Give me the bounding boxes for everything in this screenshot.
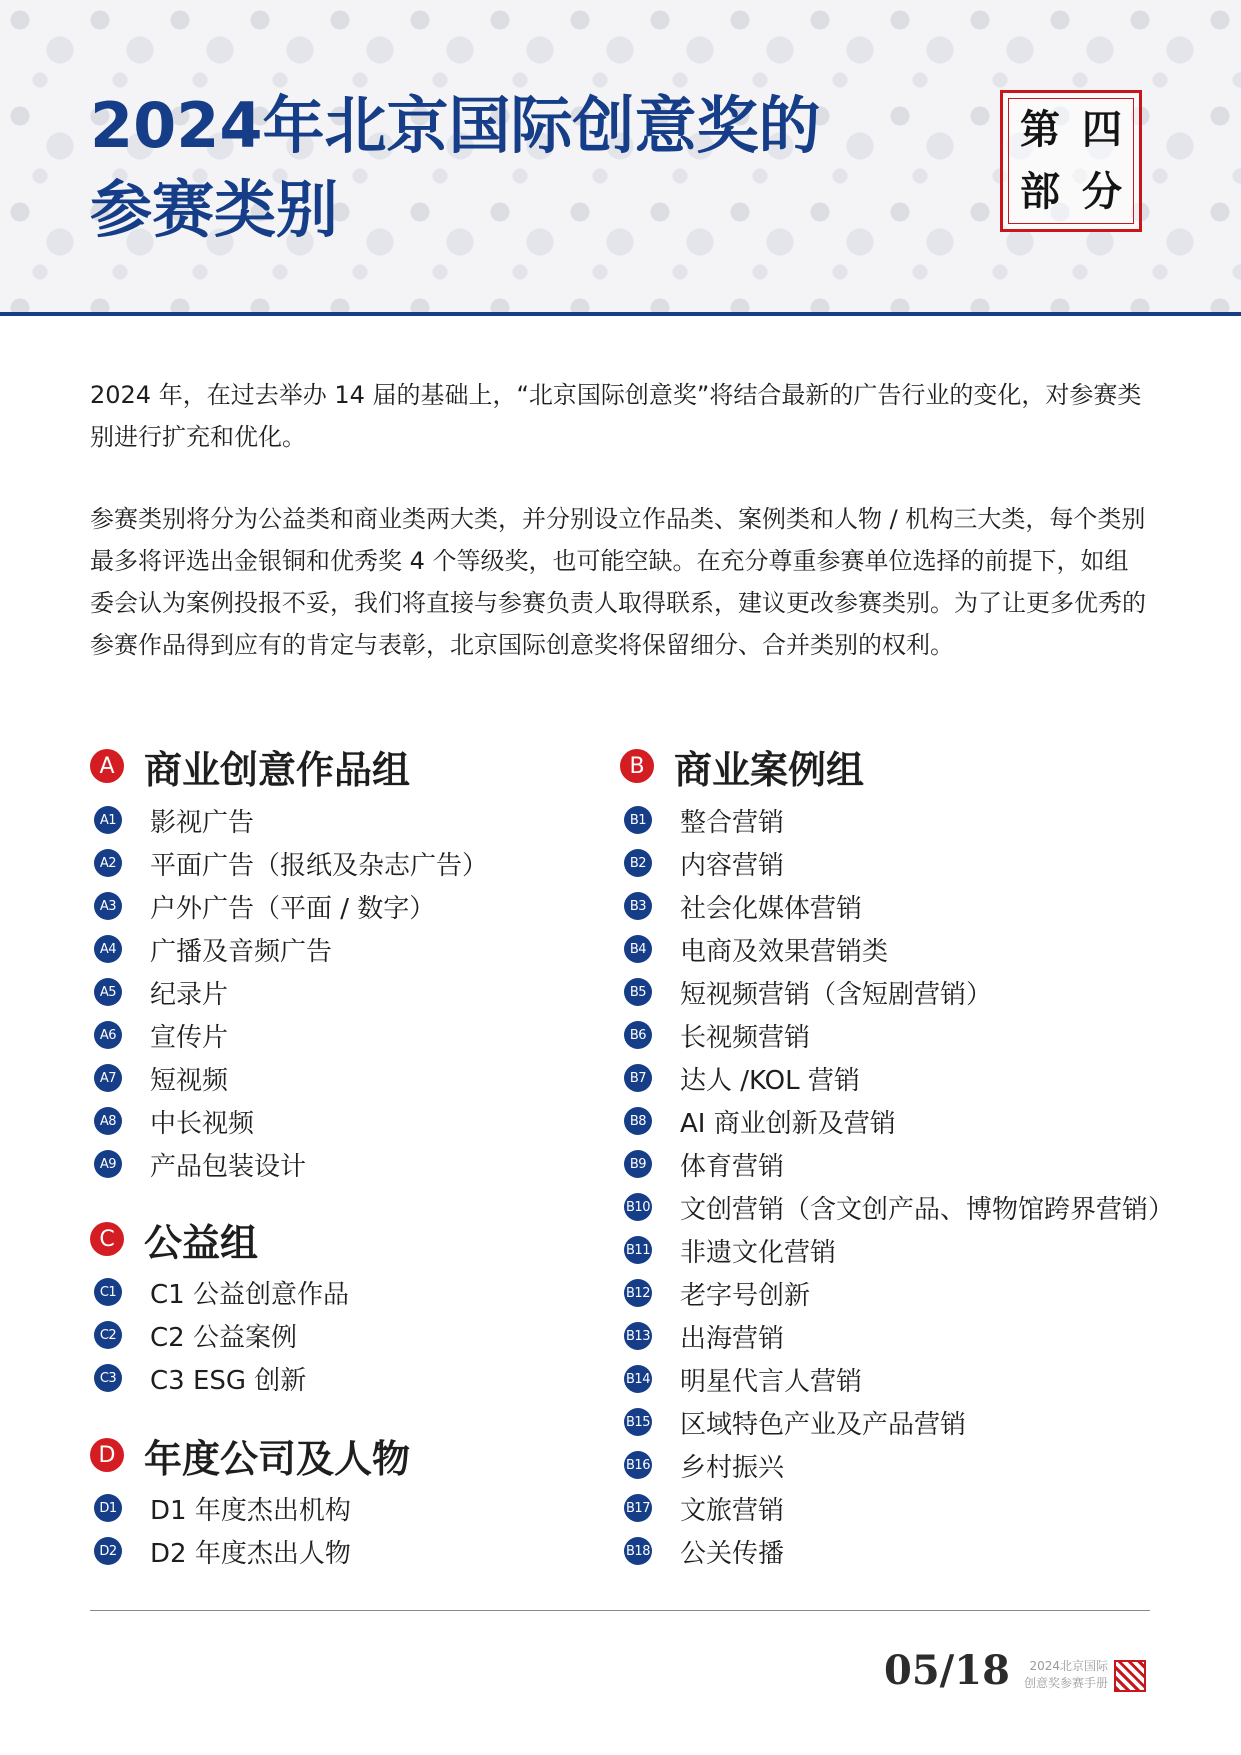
page-title-line2: 参赛类别	[90, 173, 339, 246]
intro-paragraph-1: 2024 年，在过去举办 14 届的基础上，“北京国际创意奖”将结合最新的广告行业的变化，对参赛类别进行扩充和优化。	[90, 381, 1142, 451]
category-item	[624, 1273, 810, 1313]
category-code-badge: A3	[94, 892, 122, 920]
category-code-badge: D2	[94, 1537, 122, 1565]
category-code-badge: A7	[94, 1064, 122, 1092]
category-label: 出海营销	[680, 1323, 785, 1354]
category-code-badge: C1	[94, 1278, 122, 1306]
category-code-badge: D1	[94, 1494, 122, 1522]
category-item	[94, 929, 332, 969]
category-item	[94, 886, 435, 926]
category-item	[624, 1101, 896, 1141]
group-b-heading	[620, 741, 864, 791]
page-title-line1: 2024年北京国际创意奖的	[90, 89, 821, 162]
category-item	[94, 1488, 351, 1528]
category-label: 电商及效果营销类	[680, 936, 889, 967]
category-item	[624, 1359, 862, 1399]
page-number: 05/18	[884, 1647, 1010, 1694]
group-a-heading	[90, 741, 410, 791]
category-code-badge: A5	[94, 978, 122, 1006]
category-code-badge: B6	[624, 1021, 652, 1049]
category-code-badge: B12	[624, 1279, 652, 1307]
category-label: 中长视频	[150, 1108, 255, 1139]
category-label: 短视频	[150, 1065, 229, 1096]
category-code-badge: B16	[624, 1451, 652, 1479]
category-item	[94, 1058, 228, 1098]
category-code-badge: B14	[624, 1365, 652, 1393]
category-code-badge: B4	[624, 935, 652, 963]
category-label: D1 年度杰出机构	[150, 1495, 351, 1526]
category-code-badge: B17	[624, 1494, 652, 1522]
category-item	[624, 1015, 810, 1055]
category-code-badge: A6	[94, 1021, 122, 1049]
category-item	[94, 1315, 297, 1355]
category-item	[624, 886, 862, 926]
category-label: AI 商业创新及营销	[680, 1108, 896, 1139]
category-item	[94, 972, 228, 1012]
category-code-badge: B11	[624, 1236, 652, 1264]
category-code-badge: B8	[624, 1107, 652, 1135]
category-label: 内容营销	[680, 850, 785, 881]
category-label: 影视广告	[150, 807, 255, 838]
category-item	[624, 1187, 1174, 1227]
category-item	[94, 1015, 228, 1055]
category-label: 广播及音频广告	[150, 936, 333, 967]
category-code-badge: B2	[624, 849, 652, 877]
category-label: 体育营销	[680, 1151, 785, 1182]
category-label: C3 ESG 创新	[150, 1365, 307, 1396]
footer-doc-title	[1008, 1658, 1108, 1692]
category-code-badge: A2	[94, 849, 122, 877]
category-code-badge: B3	[624, 892, 652, 920]
seal-char: 第	[1020, 106, 1060, 153]
category-label: 达人 /KOL 营销	[680, 1065, 860, 1096]
category-item	[624, 843, 784, 883]
group-badge: D	[90, 1438, 124, 1472]
category-item	[624, 1316, 784, 1356]
category-label: 短视频营销（含短剧营销）	[680, 979, 993, 1010]
group-d-heading	[90, 1430, 410, 1480]
category-label: C2 公益案例	[150, 1322, 297, 1353]
intro-paragraph-2: 参赛类别将分为公益类和商业类两大类，并分别设立作品类、案例类和人物 / 机构三大类，每个类别最多将评选出金银铜和优秀奖 4 个等级奖，也可能空缺。在充分尊重参赛单位选择的前提下，如组委会认为案例投报不妥，我们将直接与参赛负责人取得联系，建议更改参赛类别。为了让更多优秀的参赛作品得到应有的肯定与表彰，北京国际创意奖将保留细分、合并类别的权利。	[90, 505, 1146, 659]
group-title: 年度公司及人物	[144, 1436, 411, 1481]
category-label: 文创营销（含文创产品、博物馆跨界营销）	[680, 1194, 1175, 1225]
group-badge: C	[90, 1222, 124, 1256]
category-label: 长视频营销	[680, 1022, 811, 1053]
category-label: C1 公益创意作品	[150, 1279, 349, 1310]
category-item	[624, 1058, 860, 1098]
section-seal	[1000, 90, 1142, 232]
category-code-badge: C2	[94, 1321, 122, 1349]
category-code-badge: A8	[94, 1107, 122, 1135]
category-item	[624, 972, 992, 1012]
category-item	[94, 1144, 306, 1184]
category-label: 公关传播	[680, 1538, 785, 1569]
category-code-badge: C3	[94, 1364, 122, 1392]
category-code-badge: B10	[624, 1193, 652, 1221]
brand-logo-icon	[1114, 1660, 1146, 1692]
category-code-badge: A4	[94, 935, 122, 963]
category-item	[624, 1445, 784, 1485]
category-code-badge: B15	[624, 1408, 652, 1436]
category-code-badge: B7	[624, 1064, 652, 1092]
category-label: 区域特色产业及产品营销	[680, 1409, 967, 1440]
category-item	[624, 1230, 836, 1270]
category-item	[624, 1402, 966, 1442]
category-item	[94, 1531, 351, 1571]
header-divider	[0, 312, 1241, 316]
category-item	[624, 1144, 784, 1184]
footer-doc-title-line2: 创意奖参赛手册	[1023, 1676, 1108, 1690]
category-item	[624, 1488, 784, 1528]
category-label: 文旅营销	[680, 1495, 785, 1526]
category-code-badge: B9	[624, 1150, 652, 1178]
category-code-badge: B5	[624, 978, 652, 1006]
group-title: 公益组	[144, 1220, 259, 1265]
group-title: 商业案例组	[674, 747, 865, 792]
footer-doc-title-line1: 2024北京国际	[1029, 1659, 1108, 1673]
seal-char: 部	[1020, 168, 1060, 215]
category-label: 社会化媒体营销	[680, 893, 863, 924]
category-item	[624, 1531, 784, 1571]
category-label: 乡村振兴	[680, 1452, 785, 1483]
group-c-heading	[90, 1214, 258, 1264]
category-item	[94, 800, 254, 840]
category-code-badge: B1	[624, 806, 652, 834]
footer-divider	[90, 1610, 1150, 1611]
category-label: 整合营销	[680, 807, 785, 838]
category-label: 纪录片	[150, 979, 229, 1010]
group-badge: A	[90, 749, 124, 783]
category-item	[94, 843, 488, 883]
category-label: 明星代言人营销	[680, 1366, 863, 1397]
category-code-badge: A1	[94, 806, 122, 834]
category-code-badge: A9	[94, 1150, 122, 1178]
category-label: 产品包装设计	[150, 1151, 307, 1182]
group-title: 商业创意作品组	[144, 747, 411, 792]
category-label: D2 年度杰出人物	[150, 1538, 351, 1569]
category-item	[94, 1101, 254, 1141]
category-label: 非遗文化营销	[680, 1237, 837, 1268]
category-label: 宣传片	[150, 1022, 229, 1053]
category-item	[94, 1358, 306, 1398]
category-item	[624, 929, 888, 969]
seal-char: 分	[1082, 168, 1122, 215]
category-label: 户外广告（平面 / 数字）	[150, 893, 436, 924]
category-code-badge: B18	[624, 1537, 652, 1565]
category-item	[624, 800, 784, 840]
category-code-badge: B13	[624, 1322, 652, 1350]
category-label: 平面广告（报纸及杂志广告）	[150, 850, 489, 881]
category-item	[94, 1272, 349, 1312]
category-label: 老字号创新	[680, 1280, 811, 1311]
group-badge: B	[620, 749, 654, 783]
seal-char: 四	[1082, 106, 1122, 153]
